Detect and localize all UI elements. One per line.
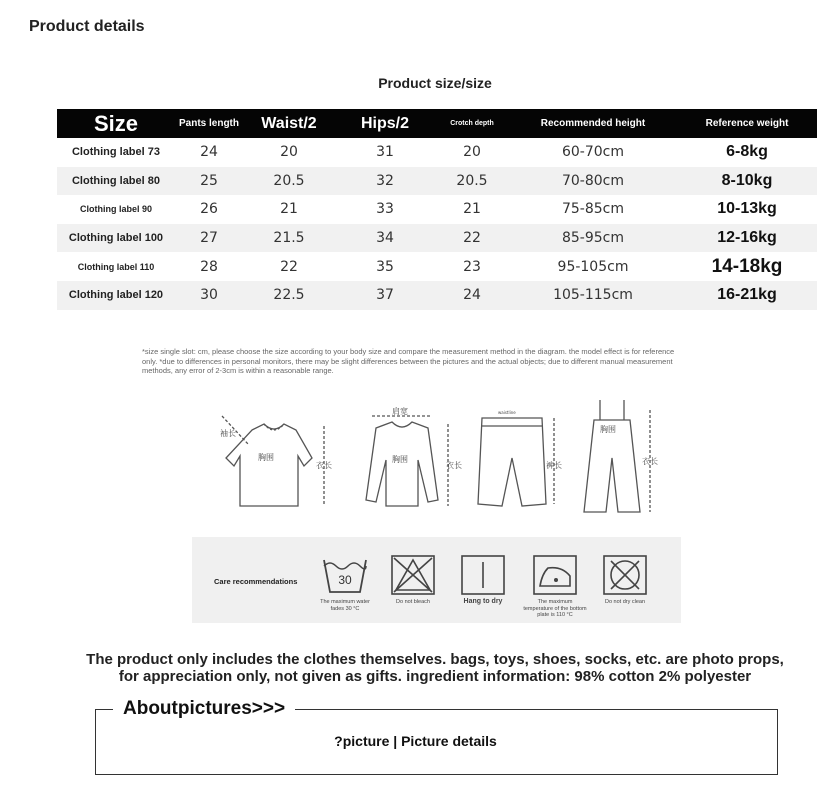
waist-cell: 21.5 xyxy=(243,224,335,253)
size-table xyxy=(57,109,817,310)
no-bleach-icon xyxy=(390,554,436,596)
pants-length-cell: 30 xyxy=(175,281,243,310)
page-heading: Product details xyxy=(29,18,145,35)
header-hips: Hips/2 xyxy=(335,109,435,138)
overalls-length-label: 衣长 xyxy=(642,457,658,466)
longsleeve-length-label: 衣长 xyxy=(446,461,462,470)
pants-length-cell: 24 xyxy=(200,144,218,161)
tshirt-chest-label: 胸围 xyxy=(258,453,274,462)
disclaimer-line-1: The product only includes the clothes themselves. bags, toys, shoes, socks, etc. are photo props, xyxy=(86,651,784,668)
pants-length-cell: 26 xyxy=(200,201,218,218)
measurement-note: *size single slot: cm, please choose the size according to your body size and compare the measurement method in the diagram. the model effect is for reference only. *due to differences in personal monitors, there may be slight differences between the pictures and the actual objects; due to different manual measurement methods, any error of 2-3cm is within a reasonable range. xyxy=(142,347,675,375)
shorts-waist-label: waistline xyxy=(498,410,516,415)
longsleeve-shoulder-label: 肩宽 xyxy=(392,407,408,416)
wash-30-icon xyxy=(322,554,368,596)
height-cell: 70-80cm xyxy=(509,167,677,196)
disclaimer-line-2: for appreciation only, not given as gifts. ingredient information: 98% cotton 2% polyester xyxy=(118,668,752,685)
longsleeve-outline xyxy=(366,422,438,506)
table-row xyxy=(57,281,817,310)
tshirt-sleeve-label: 袖长 xyxy=(220,429,236,438)
header-crotch-depth: Crotch depth xyxy=(435,109,509,138)
table-row xyxy=(57,195,817,224)
waist-cell: 20 xyxy=(280,144,298,161)
pants-length-cell: 28 xyxy=(200,258,218,275)
table-row xyxy=(57,138,817,167)
size-table-header xyxy=(57,109,817,138)
crotch-cell: 24 xyxy=(435,281,509,310)
table-row xyxy=(57,167,817,196)
weight-cell: 8-10kg xyxy=(677,167,817,196)
weight-cell: 16-21kg xyxy=(677,281,817,310)
size-label: Clothing label 100 xyxy=(57,224,175,253)
height-cell: 60-70cm xyxy=(561,144,624,161)
header-recommended-height: Recommended height xyxy=(509,109,677,138)
overalls-diagram xyxy=(584,400,650,512)
measurement-diagram xyxy=(212,396,662,516)
table-row xyxy=(57,252,817,281)
crotch-cell: 20 xyxy=(463,144,481,161)
hips-cell: 33 xyxy=(376,201,394,218)
crotch-cell: 21 xyxy=(463,201,481,218)
weight-cell: 14-18kg xyxy=(711,255,783,277)
hips-cell: 31 xyxy=(376,144,394,161)
picture-details-link[interactable]: ?picture | Picture details xyxy=(334,733,497,749)
height-cell: 105-115cm xyxy=(509,281,677,310)
no-dry-clean-icon xyxy=(602,554,648,596)
about-pictures-title: Aboutpictures>>> xyxy=(113,698,295,720)
shorts-outline xyxy=(478,418,546,506)
hips-cell: 34 xyxy=(335,224,435,253)
care-recommendations-panel xyxy=(192,537,681,623)
wash-caption: The maximum water fades 30 °C xyxy=(320,599,370,612)
weight-cell: 12-16kg xyxy=(677,224,817,253)
waist-cell: 20.5 xyxy=(243,167,335,196)
size-label: Clothing label 73 xyxy=(71,146,160,159)
size-label: Clothing label 120 xyxy=(57,281,175,310)
table-row xyxy=(57,224,817,253)
weight-cell: 6-8kg xyxy=(726,143,768,161)
product-disclaimer xyxy=(0,651,831,685)
longsleeve-chest-label: 胸围 xyxy=(392,455,408,464)
shorts-diagram xyxy=(478,418,554,506)
hips-cell: 32 xyxy=(335,167,435,196)
size-label: Clothing label 90 xyxy=(79,204,152,215)
header-waist: Waist/2 xyxy=(243,109,335,138)
height-cell: 85-95cm xyxy=(509,224,677,253)
hang-dry-icon xyxy=(460,554,506,596)
pants-length-cell: 27 xyxy=(175,224,243,253)
care-title: Care recommendations xyxy=(214,577,298,586)
size-label: Clothing label 110 xyxy=(77,261,155,272)
crotch-cell: 22 xyxy=(435,224,509,253)
overalls-chest-label: 胸围 xyxy=(600,425,616,434)
shorts-length-label: 裤长 xyxy=(546,461,562,470)
waist-cell: 22 xyxy=(280,258,298,275)
height-cell: 75-85cm xyxy=(561,201,624,218)
waist-cell: 21 xyxy=(280,201,298,218)
wash-temp-label: 30 xyxy=(338,573,352,587)
size-label: Clothing label 80 xyxy=(57,167,175,196)
hips-cell: 35 xyxy=(376,258,394,275)
crotch-cell: 20.5 xyxy=(435,167,509,196)
height-cell: 95-105cm xyxy=(557,258,629,275)
weight-cell: 10-13kg xyxy=(717,200,777,218)
bleach-caption: Do not bleach xyxy=(396,599,430,605)
header-size: Size xyxy=(57,109,175,138)
hang-dry-caption: Hang to dry xyxy=(463,598,503,605)
size-table-title: Product size/size xyxy=(378,75,492,91)
pants-length-cell: 25 xyxy=(175,167,243,196)
header-pants-length: Pants length xyxy=(175,109,243,138)
iron-icon xyxy=(532,554,578,596)
iron-caption: The maximum temperature of the bottom plate is 110 °C xyxy=(523,599,587,618)
header-reference-weight: Reference weight xyxy=(677,109,817,138)
dry-clean-caption: Do not dry clean xyxy=(604,599,646,605)
crotch-cell: 23 xyxy=(463,258,481,275)
waist-cell: 22.5 xyxy=(243,281,335,310)
tshirt-length-label: 衣长 xyxy=(316,461,332,470)
tshirt-outline xyxy=(226,424,312,506)
hips-cell: 37 xyxy=(335,281,435,310)
